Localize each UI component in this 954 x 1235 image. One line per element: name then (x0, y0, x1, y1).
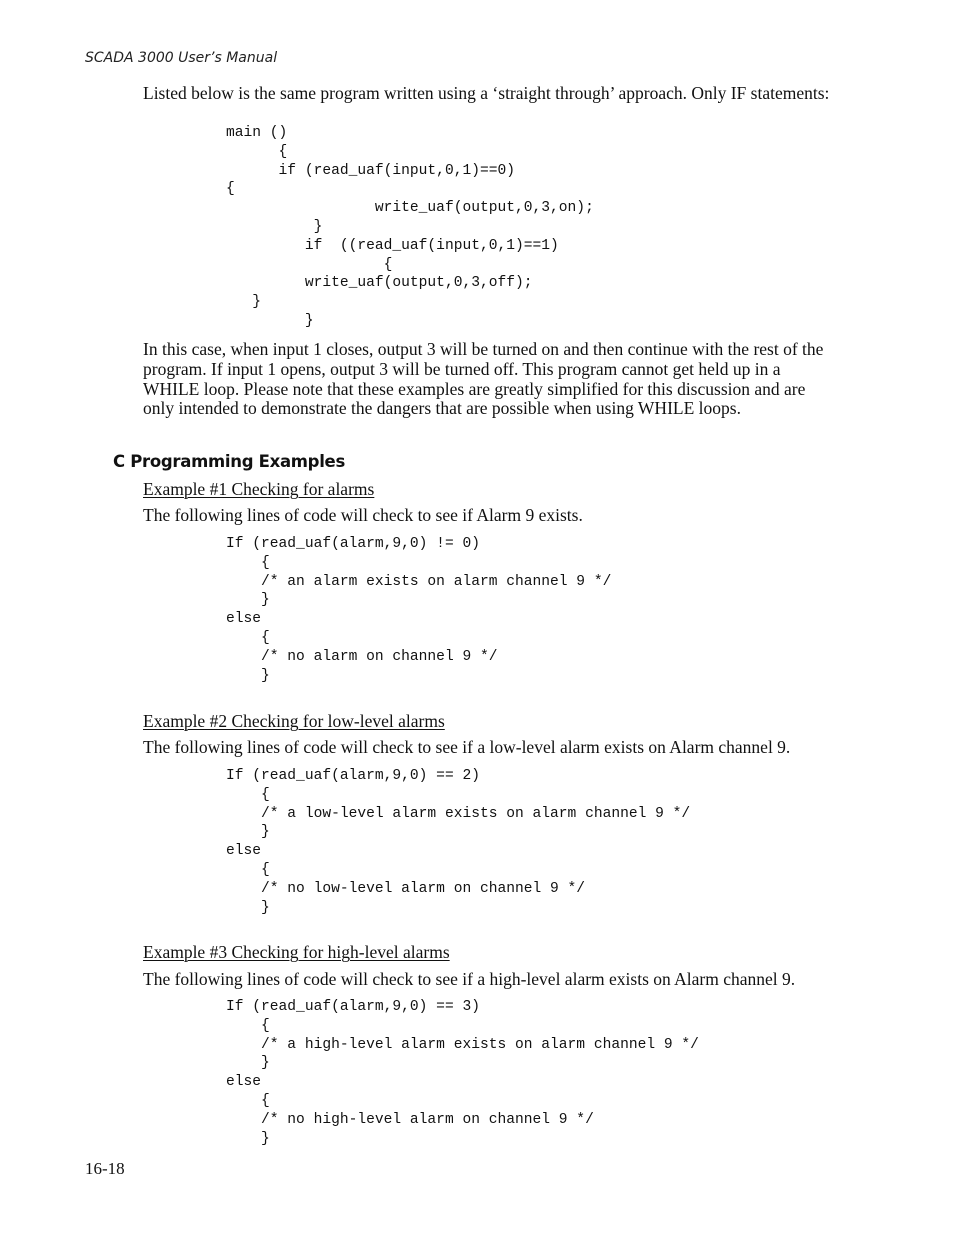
example-3-code-block: If (read_uaf(alarm,9,0) == 3) { /* a high-level alarm exists on alarm channel 9 */ } else { /* no high-level alarm on channel 9 */ } (226, 999, 699, 1147)
example-2-description: The following lines of code will check to see if a low-level alarm exists on Alarm channel 9. (143, 737, 791, 757)
running-header: SCADA 3000 User’s Manual (85, 50, 278, 66)
example-2-code-block: If (read_uaf(alarm,9,0) == 2) { /* a low-level alarm exists on alarm channel 9 */ } else { /* no low-level alarm on channel 9 */ } (226, 768, 691, 916)
example-3-description: The following lines of code will check to see if a high-level alarm exists on Alarm channel 9. (143, 969, 796, 989)
page-number: 16-18 (85, 1159, 125, 1178)
example-1-description: The following lines of code will check to see if Alarm 9 exists. (143, 505, 583, 525)
section-heading: C Programming Examples (113, 452, 345, 471)
straight-through-code-block: main () { if (read_uaf(input,0,1)==0) { write_uaf(output,0,3,on); } if ((read_uaf(input,0,1)==1) { write_uaf(output,0,3,off); } } (226, 125, 594, 329)
explanation-paragraph: In this case, when input 1 closes, output 3 will be turned on and then continue with the rest of the program. If input 1 opens, output 3 will be turned off. This program cannot get held up in a WHILE loop. Please note that these examples are greatly simplified for this discussion and are only intended to demonstrate the dangers that are possible when using WHILE loops. (143, 339, 824, 419)
example-2-title: Example #2 Checking for low-level alarms (143, 711, 445, 731)
example-3-title: Example #3 Checking for high-level alarms (143, 942, 450, 962)
example-1-title: Example #1 Checking for alarms (143, 479, 375, 499)
intro-paragraph: Listed below is the same program written using a ‘straight through’ approach. Only IF statements: (143, 83, 830, 103)
example-1-code-block: If (read_uaf(alarm,9,0) != 0) { /* an alarm exists on alarm channel 9 */ } else { /* no alarm on channel 9 */ } (226, 536, 612, 684)
